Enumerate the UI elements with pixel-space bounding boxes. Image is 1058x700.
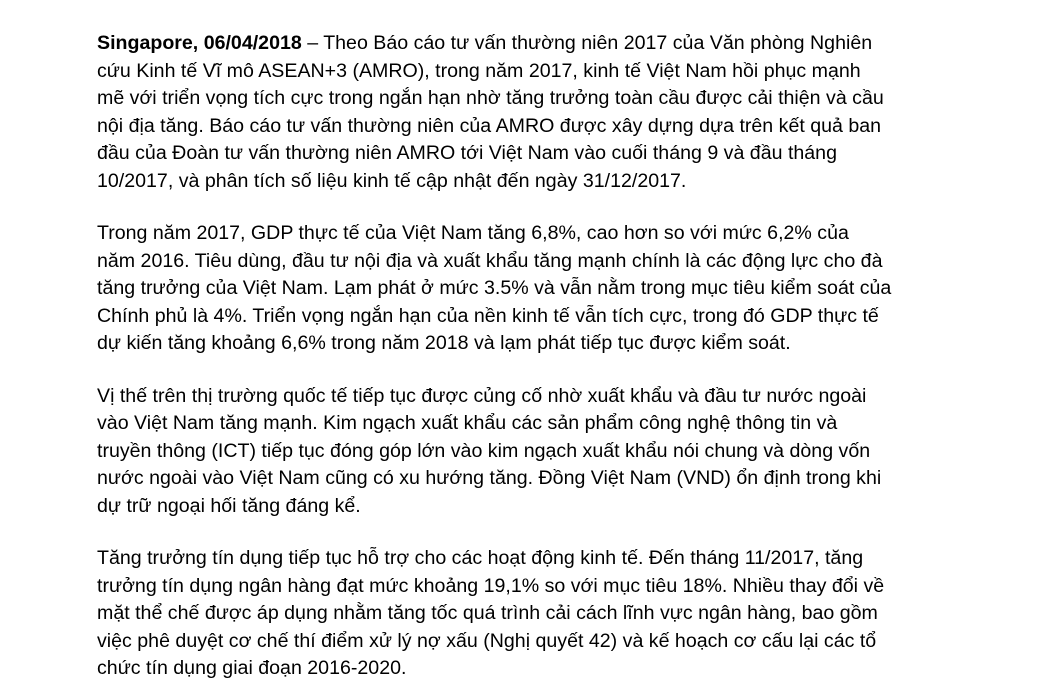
paragraph-line: mẽ với triển vọng tích cực trong ngắn hạn nhờ tăng trưởng toàn cầu được cải thiện và cầu [97, 87, 884, 110]
paragraph-3 [97, 383, 977, 521]
paragraph-4 [97, 545, 977, 683]
paragraph-line: Chính phủ là 4%. Triển vọng ngắn hạn của nền kinh tế vẫn tích cực, trong đó GDP thực tế [97, 304, 879, 327]
paragraph-line: nội địa tăng. Báo cáo tư vấn thường niên của AMRO được xây dựng dựa trên kết quả ban [97, 114, 882, 137]
paragraph-line: dự trữ ngoại hối tăng đáng kể. [97, 494, 361, 517]
dateline: Singapore, 06/04/2018 [97, 32, 302, 54]
paragraph-line: Vị thế trên thị trường quốc tế tiếp tục được củng cố nhờ xuất khẩu và đầu tư nước ngoài [97, 384, 867, 407]
document-title [0, 0, 1058, 6]
paragraph-line: việc phê duyệt cơ chế thí điểm xử lý nợ xấu (Nghị quyết 42) và kế hoạch cơ cấu lại các tổ [97, 629, 877, 652]
paragraph-2 [97, 220, 977, 358]
paragraph-line: năm 2016. Tiêu dùng, đầu tư nội địa và xuất khẩu tăng mạnh chính là các động lực cho đà [97, 249, 883, 272]
paragraph-text: – Theo Báo cáo tư vấn thường niên 2017 của Văn phòng Nghiên [301, 32, 873, 54]
paragraph-line: nước ngoài vào Việt Nam cũng có xu hướng tăng. Đồng Việt Nam (VND) ổn định trong khi [97, 467, 882, 490]
paragraph-line [97, 30, 977, 58]
paragraph-line: chức tín dụng giai đoạn 2016-2020. [97, 657, 407, 680]
paragraph-1 [97, 30, 977, 196]
paragraph-line: trưởng tín dụng ngân hàng đạt mức khoảng 19,1% so với mục tiêu 18%. Nhiều thay đổi về [97, 574, 885, 597]
paragraph-line: dự kiến tăng khoảng 6,6% trong năm 2018 và lạm phát tiếp tục được kiểm soát. [97, 332, 791, 355]
paragraph-line: đầu của Đoàn tư vấn thường niên AMRO tới Việt Nam vào cuối tháng 9 và đầu tháng [97, 142, 837, 165]
paragraph-line: truyền thông (ICT) tiếp tục đóng góp lớn vào kim ngạch xuất khẩu nói chung và dòng vốn [97, 439, 871, 462]
paragraph-line: 10/2017, và phân tích số liệu kinh tế cập nhật đến ngày 31/12/2017. [97, 169, 687, 192]
paragraph-line: Trong năm 2017, GDP thực tế của Việt Nam tăng 6,8%, cao hơn so với mức 6,2% của [97, 222, 849, 245]
paragraph-line: vào Việt Nam tăng mạnh. Kim ngạch xuất khẩu các sản phẩm công nghệ thông tin và [97, 412, 838, 435]
document-body [97, 30, 977, 700]
paragraph-line: tăng trưởng của Việt Nam. Lạm phát ở mức 3.5% và vẫn nằm trong mục tiêu kiểm soát của [97, 277, 892, 300]
paragraph-line: Tăng trưởng tín dụng tiếp tục hỗ trợ cho các hoạt động kinh tế. Đến tháng 11/2017, tăng [97, 547, 864, 569]
paragraph-line: cứu Kinh tế Vĩ mô ASEAN+3 (AMRO), trong năm 2017, kinh tế Việt Nam hồi phục mạnh [97, 59, 861, 82]
paragraph-line: mặt thể chế được áp dụng nhằm tăng tốc quá trình cải cách lĩnh vực ngân hàng, bao gồm [97, 602, 878, 625]
